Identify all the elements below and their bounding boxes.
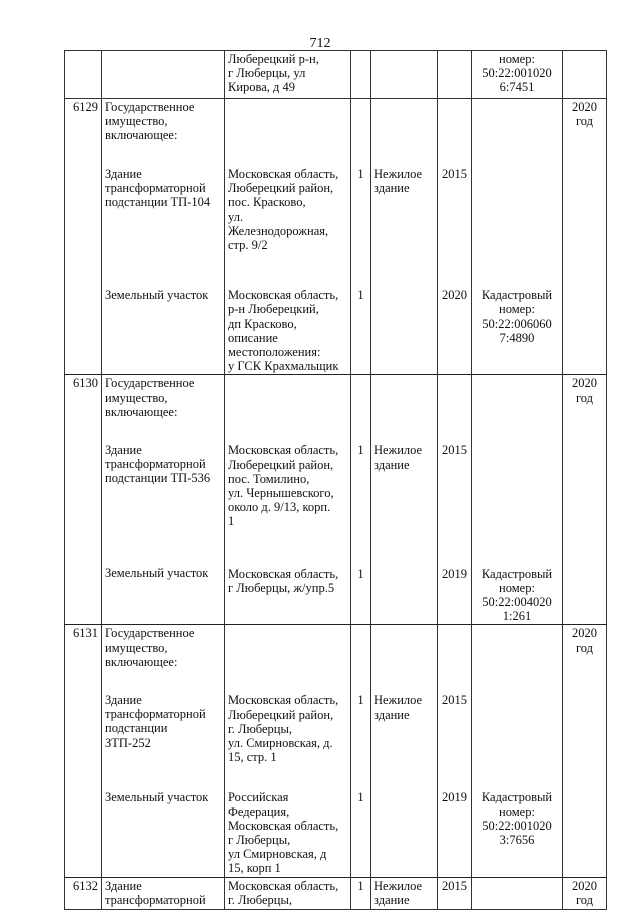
table-row	[65, 99, 607, 375]
entry-title: Государственное имущество, включающее:	[105, 376, 195, 419]
title-spacer	[441, 100, 468, 143]
cell-name	[102, 375, 225, 625]
cell-year: 2015	[438, 877, 472, 909]
cell-qty	[351, 375, 371, 625]
cell-address: Люберецкий р-н, г Люберцы, ул Кирова, д 49	[225, 51, 351, 99]
item-year: 2020	[442, 288, 467, 303]
cell-type	[371, 625, 438, 877]
cell-year	[438, 625, 472, 877]
cell-qty	[351, 625, 371, 877]
item-cadastral	[475, 167, 559, 252]
cell-address	[225, 99, 351, 375]
cell-cadastral	[472, 99, 563, 375]
item-type: Нежилое здание	[374, 443, 423, 472]
title-spacer	[475, 100, 559, 143]
item-name: Земельный участок	[105, 790, 209, 805]
cell-cadastral	[472, 877, 563, 909]
table-row	[65, 625, 607, 877]
cell-qty	[351, 51, 371, 99]
cell-name	[102, 99, 225, 375]
item-cadastral	[475, 693, 559, 764]
title-spacer	[354, 376, 367, 419]
cell-type	[371, 51, 438, 99]
cell-qty: 1	[351, 877, 371, 909]
entry-title: Государственное имущество, включающее:	[105, 626, 195, 669]
cell-type	[371, 99, 438, 375]
item-cadastral: Кадастровый номер: 50:22:001020 3:7656	[481, 790, 553, 848]
cell-year-reg: 2020 год	[563, 375, 607, 625]
cell-year	[438, 375, 472, 625]
title-spacer	[441, 626, 468, 669]
item-cadastral	[475, 443, 559, 528]
cell-num: 6131	[65, 625, 102, 877]
page-number: 712	[309, 36, 331, 51]
item-qty: 1	[357, 693, 364, 708]
title-spacer	[475, 626, 559, 669]
item-address: Московская область, Люберецкий район, пос. Красково, ул. Железнодорожная, стр. 9/2	[228, 167, 339, 253]
cell-type: Нежилое здание	[371, 877, 438, 909]
item-qty: 1	[357, 288, 364, 303]
item-address: Московская область, Люберецкий район, пос. Томилино, ул. Чернышевского, около д. 9/13, корп. 1	[228, 443, 339, 529]
cell-num: 6132	[65, 877, 102, 909]
title-spacer	[374, 626, 434, 669]
table-row	[65, 51, 607, 99]
item-name: Здание трансформаторной подстанции ЗТП-252	[105, 693, 206, 750]
cell-name: Здание трансформаторной	[102, 877, 225, 909]
item-qty: 1	[357, 566, 364, 581]
item-type	[374, 567, 434, 624]
cell-address	[225, 375, 351, 625]
table-row	[65, 375, 607, 625]
cell-name	[102, 51, 225, 99]
item-type	[374, 288, 434, 373]
item-year: 2019	[442, 566, 467, 581]
title-spacer	[228, 376, 347, 419]
item-cadastral: Кадастровый номер: 50:22:006060 7:4890	[481, 288, 553, 345]
cell-name	[102, 625, 225, 877]
cell-year	[438, 99, 472, 375]
item-name: Здание трансформаторной подстанции ТП-536	[105, 443, 211, 486]
item-name: Земельный участок	[105, 287, 209, 302]
cell-year	[438, 51, 472, 99]
title-spacer	[374, 100, 434, 143]
item-address: Московская область, р-н Люберецкий, дп Красково, описание местоположения: у ГСК Крахмальщик	[228, 288, 339, 374]
title-spacer	[228, 626, 347, 669]
item-name: Здание трансформаторной подстанции ТП-104	[105, 166, 211, 210]
cell-year-reg: 2020 год	[563, 625, 607, 877]
title-spacer	[475, 376, 559, 419]
title-spacer	[228, 100, 347, 143]
table-body	[65, 51, 607, 910]
cell-num: 6130	[65, 375, 102, 625]
property-table	[64, 50, 607, 910]
cell-year-reg: 2020 год	[563, 877, 607, 909]
item-year: 2015	[442, 693, 467, 708]
cell-address	[225, 625, 351, 877]
cell-cadastral	[472, 625, 563, 877]
item-year: 2015	[442, 167, 467, 181]
cell-num: 6129	[65, 99, 102, 375]
item-cadastral: Кадастровый номер: 50:22:004020 1:261	[481, 566, 553, 624]
entry-title: Государственное имущество, включающее:	[105, 100, 195, 143]
title-spacer	[441, 376, 468, 419]
title-spacer	[354, 100, 367, 143]
item-qty: 1	[357, 443, 364, 458]
item-address: Московская область, г Люберцы, ж/упр.5	[228, 566, 339, 595]
cell-type	[371, 375, 438, 625]
item-year: 2015	[442, 443, 467, 458]
title-spacer	[374, 376, 434, 419]
cell-year-reg	[563, 51, 607, 99]
item-type	[374, 790, 434, 875]
item-year: 2019	[442, 790, 467, 805]
item-qty: 1	[357, 790, 364, 805]
item-type: Нежилое здание	[374, 693, 423, 722]
item-qty: 1	[357, 167, 364, 181]
item-type: Нежилое здание	[374, 167, 423, 196]
cell-address: Московская область, г. Люберцы,	[225, 877, 351, 909]
table-row	[65, 877, 607, 909]
title-spacer	[354, 626, 367, 669]
item-address: Российская Федерация, Московская область, г Люберцы, ул Смирновская, д 15, корп 1	[228, 790, 339, 876]
cell-num	[65, 51, 102, 99]
cell-year-reg: 2020 год	[563, 99, 607, 375]
item-name: Земельный участок	[105, 566, 209, 581]
cell-cadastral: номер: 50:22:001020 6:7451	[472, 51, 563, 99]
cell-cadastral	[472, 375, 563, 625]
item-address: Московская область, Люберецкий район, г. Люберцы, ул. Смирновская, д. 15, стр. 1	[228, 693, 339, 765]
cell-qty	[351, 99, 371, 375]
